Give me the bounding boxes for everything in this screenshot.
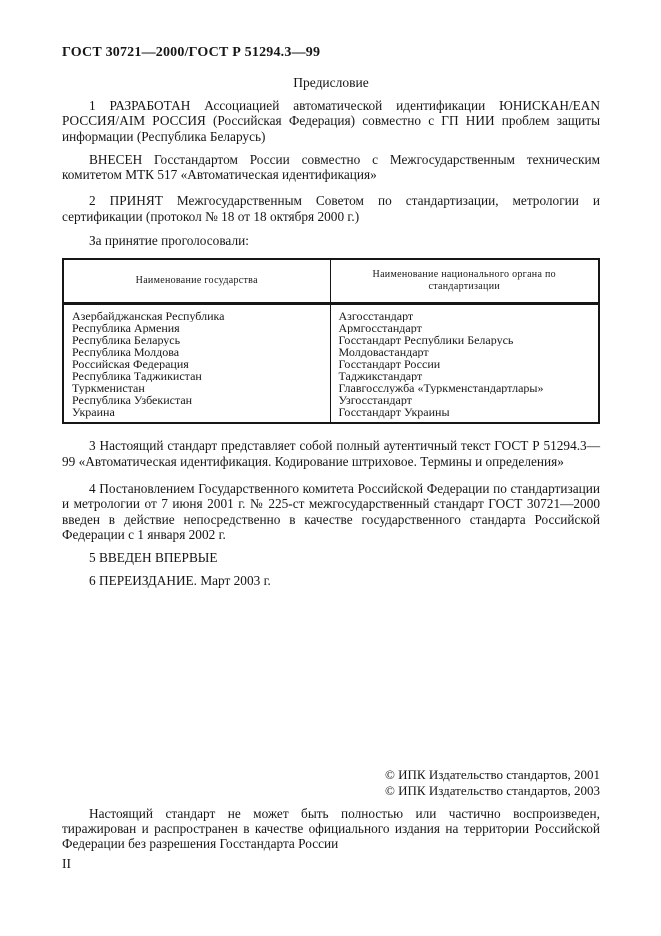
vote-table-header-row bbox=[63, 259, 599, 304]
table-row bbox=[63, 406, 599, 423]
state-name-cell: Туркменистан bbox=[63, 382, 330, 394]
table-row bbox=[63, 370, 599, 382]
page-number: II bbox=[62, 855, 71, 871]
standards-body-cell: Таджикстандарт bbox=[338, 370, 423, 383]
table-row bbox=[63, 358, 599, 370]
state-name-cell: Республика Узбекистан bbox=[63, 394, 330, 406]
standards-body-cell: Госстандарт Республики Беларусь bbox=[338, 334, 514, 347]
standards-body-cell: Армгосстандарт bbox=[338, 322, 422, 335]
vote-table-header-body: Наименование национального органа по стандартизации bbox=[330, 259, 599, 304]
reproduction-restriction-note: Настоящий стандарт не может быть полностью или частично воспроизведен, тиражирован и распространен в качестве официального издания на территории Российской Федерации без разрешения Госстандарта России bbox=[62, 805, 600, 852]
table-row bbox=[63, 304, 599, 323]
vote-table-head bbox=[63, 259, 599, 304]
paragraph-authentic-text: 3 Настоящий стандарт представляет собой полный аутентичный текст ГОСТ Р 51294.3—99 «Автоматическая идентификация. Кодирование штриховое. Термины и определения» bbox=[62, 438, 600, 469]
table-row bbox=[63, 334, 599, 346]
state-name-cell: Республика Беларусь bbox=[63, 334, 330, 346]
paragraph-decree: 4 Постановлением Государственного комитета Российской Федерации по стандартизации и метрологии от 7 июня 2001 г. № 225-ст межгосударственный стандарт ГОСТ 30721—2000 введен в действие непосредственно в качестве государственного стандарта Российской Федерации с 1 января 2002 г. bbox=[62, 480, 600, 542]
copyright-line-2003: © ИПК Издательство стандартов, 2003 bbox=[385, 782, 600, 798]
table-row bbox=[63, 346, 599, 358]
paragraph-adopted: 2 ПРИНЯТ Межгосударственным Советом по стандартизации, метрологии и сертификации (протокол № 18 от 18 октября 2000 г.) bbox=[62, 193, 600, 224]
standards-body-cell: Азгосстандарт bbox=[338, 309, 414, 323]
standards-body-cell: Госстандарт Украины bbox=[338, 406, 450, 420]
state-name-cell: Республика Молдова bbox=[63, 346, 330, 358]
doc-code: ГОСТ 30721—2000/ГОСТ Р 51294.3—99 bbox=[62, 45, 321, 60]
paragraph-submitted: ВНЕСЕН Госстандартом России совместно с Межгосударственным техническим комитетом МТК 517 «Автоматическая идентификация» bbox=[62, 151, 600, 183]
state-name-cell: Республика Таджикистан bbox=[63, 370, 330, 382]
standards-body-cell: Узгосстандарт bbox=[338, 394, 412, 407]
state-name-cell: Азербайджанская Республика bbox=[63, 304, 330, 323]
standards-body-cell: Молдовастандарт bbox=[338, 346, 429, 359]
paragraph-first-edition: 5 ВВЕДЕН ВПЕРВЫЕ bbox=[89, 550, 218, 566]
state-name-cell: Российская Федерация bbox=[63, 358, 330, 370]
preface-title: Предисловие bbox=[293, 75, 369, 90]
paragraph-reissue: 6 ПЕРЕИЗДАНИЕ. Март 2003 г. bbox=[89, 573, 271, 589]
copyright-block bbox=[62, 767, 600, 799]
paragraph-vote-intro: За принятие проголосовали: bbox=[89, 233, 249, 249]
table-row bbox=[63, 394, 599, 406]
table-row bbox=[63, 382, 599, 394]
standards-body-cell: Главгосслужба «Туркменстандартлары» bbox=[338, 382, 544, 395]
state-name-cell: Украина bbox=[63, 406, 330, 423]
standards-body-cell: Госстандарт России bbox=[338, 358, 441, 371]
vote-table-header-state: Наименование государства bbox=[63, 259, 330, 304]
copyright-line-2001: © ИПК Издательство стандартов, 2001 bbox=[385, 766, 600, 782]
vote-table bbox=[62, 258, 600, 424]
table-row bbox=[63, 322, 599, 334]
paragraph-developed: 1 РАЗРАБОТАН Ассоциацией автоматической идентификации ЮНИСКАН/EAN РОССИЯ/AIM РОССИЯ (Российская Федерация) совместно с ГП НИИ проблем защиты информации (Республика Беларусь) bbox=[62, 98, 600, 144]
state-name-cell: Республика Армения bbox=[63, 322, 330, 334]
vote-table-body bbox=[63, 304, 599, 424]
